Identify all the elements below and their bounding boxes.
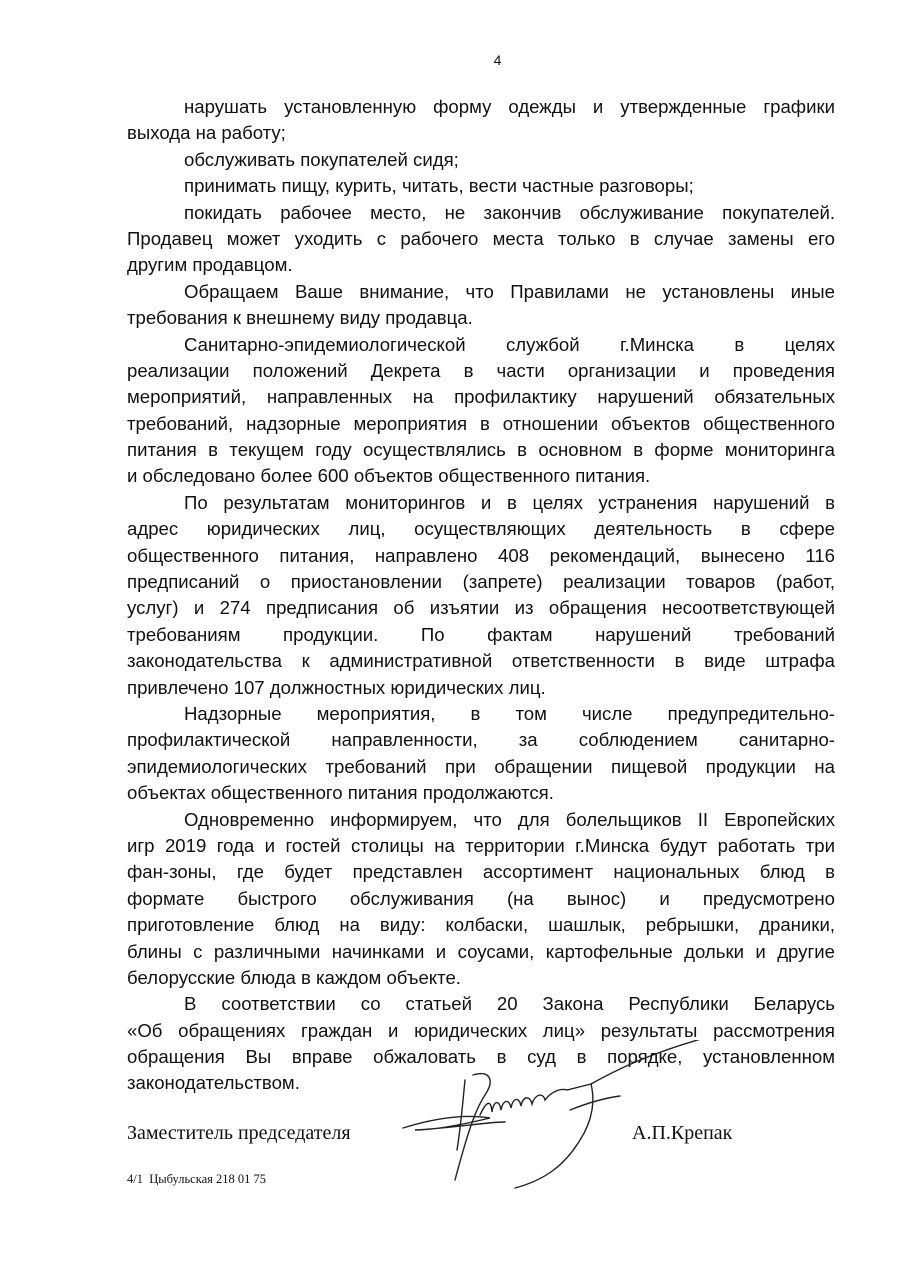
paragraph: [127, 807, 835, 992]
paragraph-line: другим продавцом.: [127, 254, 293, 276]
paragraph-line: законодательства к административной ответственности в виде штрафа: [127, 650, 835, 672]
paragraph: [127, 94, 835, 147]
paragraph-line: эпидемиологических требований при обращении пищевой продукции на: [127, 755, 835, 777]
paragraph-line: требования к внешнему виду продавца.: [127, 307, 473, 329]
paragraph-line: Одновременно информируем, что для болельщиков II Европейских: [184, 808, 835, 830]
executor-footer: 4/1 Цыбульская 218 01 75: [127, 1172, 267, 1186]
paragraph: [127, 200, 835, 279]
paragraph-line: приготовление блюд на виду: колбаски, шашлык, ребрышки, драники,: [127, 914, 835, 936]
paragraph-line: адрес юридических лиц, осуществляющих деятельность в сфере: [127, 518, 835, 540]
paragraph: [127, 332, 835, 490]
paragraph-line: формате быстрого обслуживания (на вынос) и предусмотрено: [127, 887, 835, 909]
signatory-position: Заместитель председателя: [127, 1122, 351, 1144]
paragraph-line: мероприятий, направленных на профилактику нарушений обязательных: [127, 386, 835, 408]
paragraph: [127, 279, 835, 332]
paragraph-line: обращения Вы вправе обжаловать в суд в порядке, установленном: [127, 1046, 835, 1068]
paragraph-line: профилактической направленности, за соблюдением санитарно-: [127, 729, 835, 751]
handwritten-signature: [395, 1040, 725, 1190]
paragraph-line: реализации положений Декрета в части организации и проведения: [127, 359, 835, 381]
paragraph-line: покидать рабочее место, не закончив обслуживание покупателей.: [184, 201, 835, 223]
page-number: 4: [493, 52, 502, 68]
paragraph: [127, 490, 835, 701]
paragraph-line: принимать пищу, курить, читать, вести частные разговоры;: [184, 175, 694, 197]
paragraph-line: По результатам мониторингов и в целях устранения нарушений в: [184, 491, 835, 513]
paragraph-line: В соответствии со статьей 20 Закона Республики Беларусь: [184, 993, 835, 1015]
paragraph-line: законодательством.: [127, 1072, 300, 1094]
paragraph-line: и обследовано более 600 объектов общественного питания.: [127, 465, 651, 487]
paragraph-line: привлечено 107 должностных юридических лиц.: [127, 676, 546, 698]
paragraph-line: услуг) и 274 предписания об изъятии из обращения несоответствующей: [127, 597, 835, 619]
paragraph: [127, 173, 835, 199]
signatory-name: А.П.Крепак: [632, 1122, 733, 1144]
paragraph-line: блины с различными начинками и соусами, картофельные дольки и другие: [127, 940, 835, 962]
paragraph-line: Санитарно-эпидемиологической службой г.Минска в целях: [184, 333, 835, 355]
paragraph-line: питания в текущем году осуществлялись в основном в форме мониторинга: [127, 439, 835, 461]
paragraph-line: «Об обращениях граждан и юридических лиц» результаты рассмотрения: [127, 1019, 835, 1041]
paragraph: [127, 701, 835, 807]
paragraph-line: общественного питания, направлено 408 рекомендаций, вынесено 116: [127, 544, 835, 566]
paragraph-line: белорусские блюда в каждом объекте.: [127, 966, 461, 988]
paragraph-line: предписаний о приостановлении (запрете) реализации товаров (работ,: [127, 571, 835, 593]
paragraph-line: Продавец может уходить с рабочего места только в случае замены его: [127, 227, 835, 249]
paragraph-line: требований, надзорные мероприятия в отношении объектов общественного: [127, 412, 835, 434]
paragraph-line: обслуживать покупателей сидя;: [184, 148, 459, 170]
paragraph-line: Обращаем Ваше внимание, что Правилами не установлены иные: [184, 280, 835, 302]
paragraph-line: фан-зоны, где будет представлен ассортимент национальных блюд в: [127, 861, 835, 883]
paragraph: [127, 147, 835, 173]
paragraph-line: нарушать установленную форму одежды и утвержденные графики: [184, 96, 835, 117]
letter-body: [127, 94, 835, 1097]
paragraph-line: требованиям продукции. По фактам нарушений требований: [127, 623, 835, 645]
paragraph-line: игр 2019 года и гостей столицы на территории г.Минска будут работать три: [127, 834, 835, 856]
paragraph-line: объектах общественного питания продолжаются.: [127, 782, 554, 804]
paragraph-line: Надзорные мероприятия, в том числе предупредительно-: [184, 702, 835, 724]
paragraph-line: выхода на работу;: [127, 122, 286, 144]
